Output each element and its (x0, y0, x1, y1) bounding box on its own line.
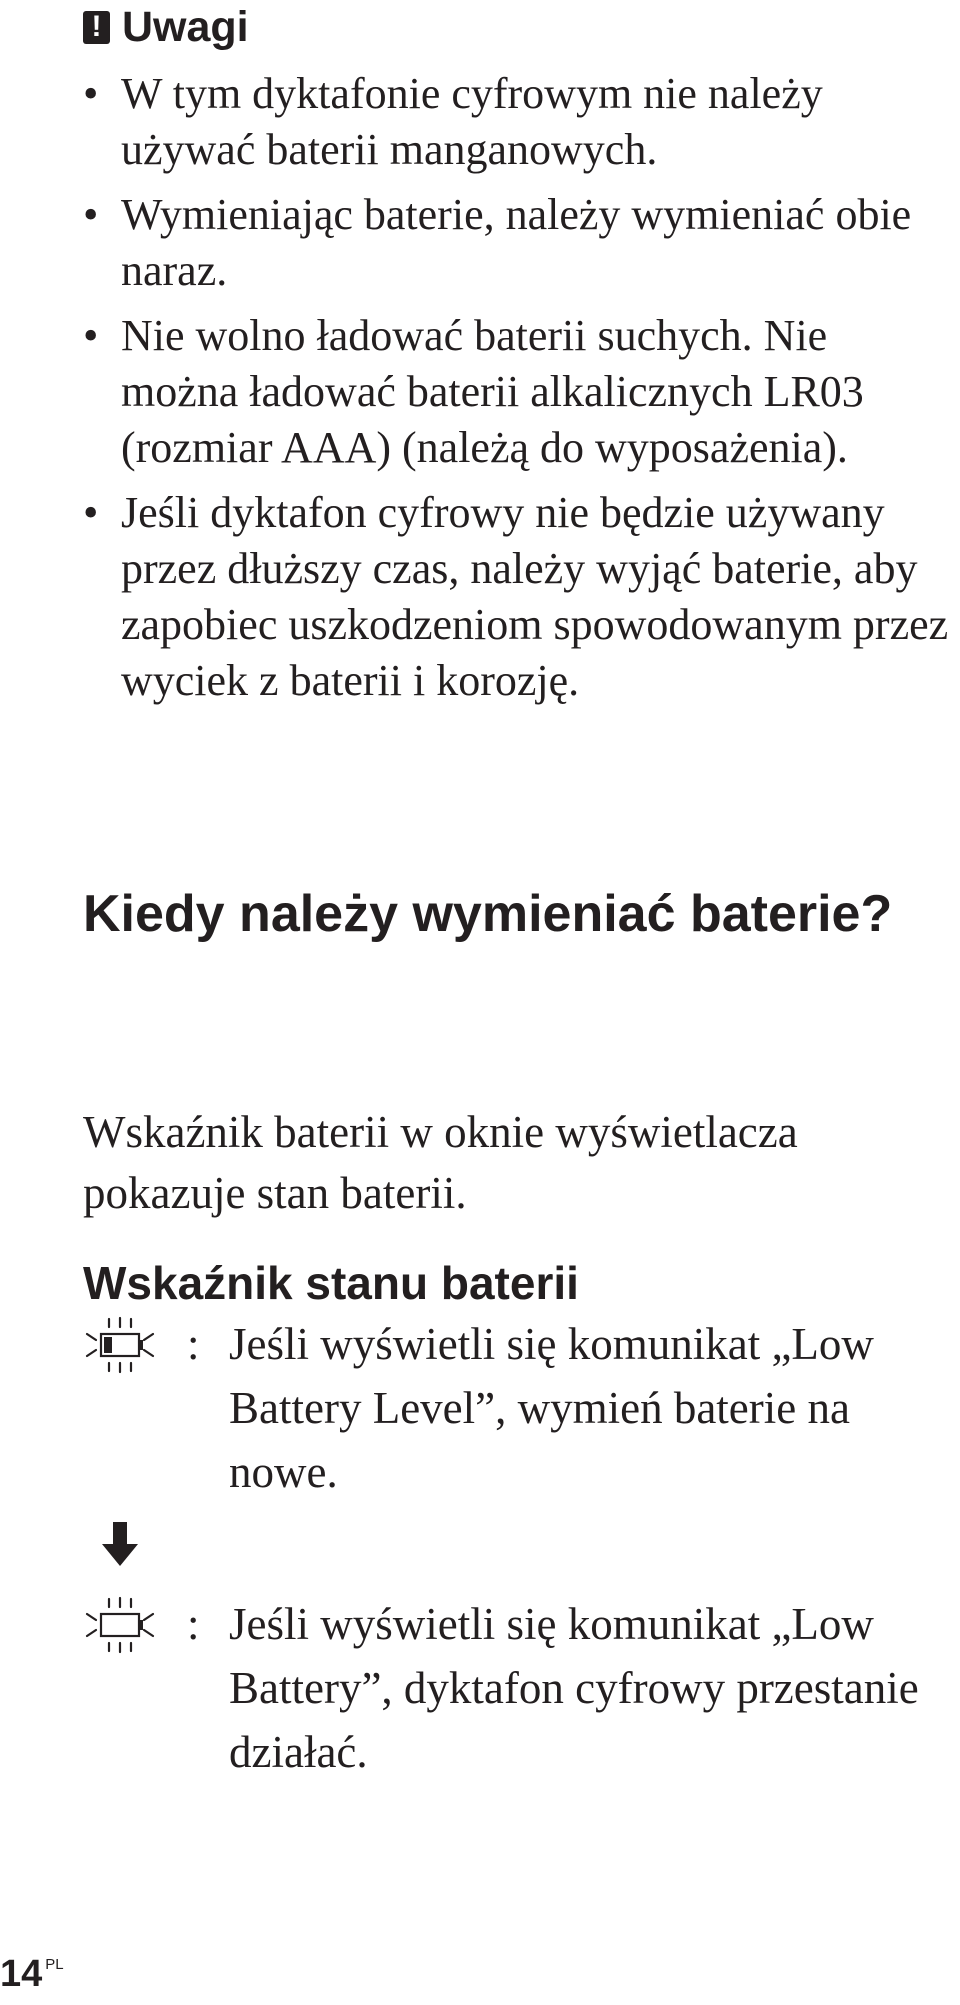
page-number (0, 1952, 64, 1996)
notes-list (83, 66, 953, 718)
separator-colon: : (187, 1319, 200, 1369)
indicator-section-title: Wskaźnik stanu baterii (83, 1257, 579, 1309)
separator-colon: : (187, 1599, 200, 1649)
indicator-row-low (83, 1312, 953, 1512)
section-title: Kiedy należy wymieniać baterie? (83, 885, 893, 943)
warning-icon: ! (83, 11, 110, 44)
note-item (83, 187, 953, 299)
indicator-description: Jeśli wyświetli się komunikat „Low Battery Level”, wymień baterie na nowe. (229, 1319, 874, 1497)
note-text: Wymieniając baterie, należy wymieniać obie naraz. (121, 190, 912, 295)
arrow-down-icon (100, 1520, 140, 1568)
note-text: Nie wolno ładować baterii suchych. Nie można ładować baterii alkalicznych LR03 (rozmiar AAA) (należą do wyposażenia). (121, 311, 864, 472)
battery-low-blinking-icon (83, 1316, 157, 1374)
notes-heading (83, 2, 249, 52)
page-language: PL (45, 1956, 64, 1973)
bullet-icon: • (83, 488, 99, 537)
indicator-description: Jeśli wyświetli się komunikat „Low Battery”, dyktafon cyfrowy przestanie działać. (229, 1599, 919, 1777)
bullet-icon: • (83, 311, 99, 360)
battery-empty-blinking-icon (83, 1596, 157, 1654)
bullet-icon: • (83, 190, 99, 239)
note-text: Jeśli dyktafon cyfrowy nie będzie używany przez dłuższy czas, należy wyjąć baterie, aby zapobiec uszkodzeniom spowodowanym przez wyciek z baterii i korozję. (121, 488, 949, 705)
section-paragraph: Wskaźnik baterii w oknie wyświetlacza pokazuje stan baterii. (83, 1107, 798, 1218)
note-item (83, 66, 953, 178)
note-item (83, 485, 953, 709)
indicator-row-empty (83, 1592, 953, 1792)
bullet-icon: • (83, 69, 99, 118)
note-item (83, 308, 953, 476)
note-text: W tym dyktafonie cyfrowym nie należy używać baterii manganowych. (121, 69, 823, 174)
notes-title: Uwagi (122, 2, 249, 51)
page-number-value: 14 (0, 1953, 43, 1995)
